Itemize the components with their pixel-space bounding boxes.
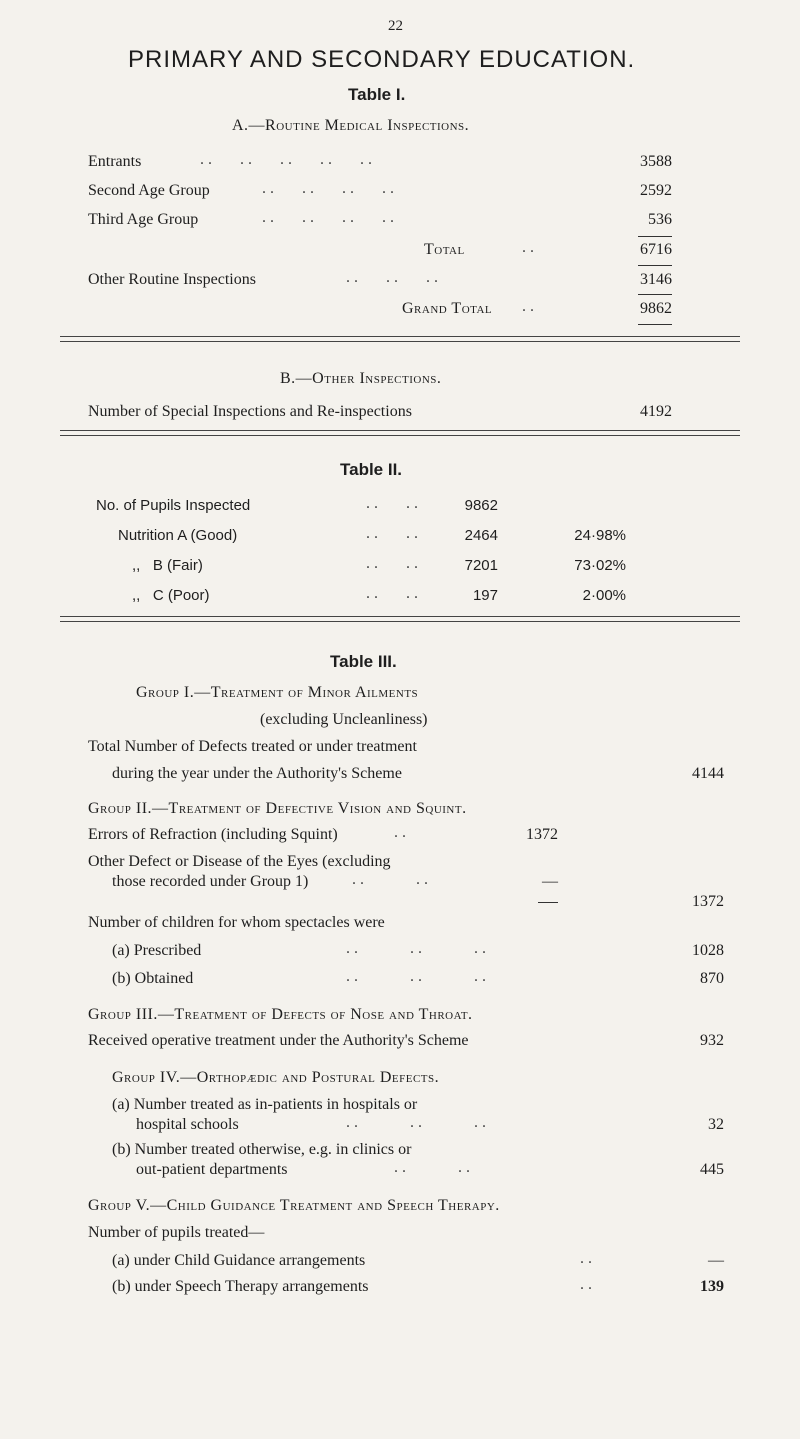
group4-title: Group IV.—Orthopædic and Postural Defects. — [112, 1069, 440, 1086]
total-value: 6716 — [640, 241, 672, 258]
special-inspections-label: Number of Special Inspections and Re-inspections — [88, 403, 412, 420]
group4b-line2: out-patient departments — [136, 1161, 288, 1178]
obtained-label: (b) Obtained — [112, 970, 194, 987]
leader-dots: .. .. .. — [346, 940, 490, 957]
leader-dots: .. — [580, 1276, 596, 1293]
section-divider — [60, 616, 740, 622]
other-routine-value: 3146 — [640, 271, 672, 288]
group4b-value: 445 — [700, 1161, 724, 1178]
pupils-inspected-value: 9862 — [464, 497, 498, 514]
leader-dots: .. .. — [366, 495, 422, 512]
group5b-label: (b) under Speech Therapy arrangements — [112, 1278, 369, 1295]
group4b-line1: (b) Number treated otherwise, e.g. in clinics or — [112, 1141, 412, 1158]
section-divider — [60, 430, 740, 436]
nutrition-c-value: 197 — [472, 587, 498, 604]
table1-section-a: A.—Routine Medical Inspections. — [232, 117, 470, 134]
group5-label: Number of pupils treated— — [88, 1224, 265, 1241]
group5a-label: (a) under Child Guidance arrangements — [112, 1252, 366, 1269]
leader-dots: .. .. — [352, 871, 432, 888]
group5-title: Group V.—Child Guidance Treatment and Speech Therapy. — [88, 1197, 500, 1214]
group1-subtitle: (excluding Uncleanliness) — [260, 711, 428, 728]
page-number: 22 — [388, 18, 403, 34]
page-title: PRIMARY AND SECONDARY EDUCATION. — [128, 46, 636, 73]
sum-rule — [638, 294, 672, 295]
leader-dots: .. — [580, 1250, 596, 1267]
leader-dots: .. .. — [394, 1159, 474, 1176]
nutrition-c-label: ,, C (Poor) — [132, 587, 210, 604]
group2-total: 1372 — [692, 893, 724, 910]
group3-value: 932 — [700, 1032, 724, 1049]
section-divider — [60, 336, 740, 342]
total-label: Total — [424, 241, 465, 258]
leader-dots: .. .. .. .. .. — [200, 151, 376, 168]
sum-rule — [638, 236, 672, 237]
other-defect-value: — — [542, 873, 558, 890]
row-second-age-value: 2592 — [640, 182, 672, 199]
leader-dots: .. .. — [366, 555, 422, 572]
other-defect-line1: Other Defect or Disease of the Eyes (excluding — [88, 853, 391, 870]
nutrition-b-value: 7201 — [464, 557, 498, 574]
leader-dots: .. .. — [366, 525, 422, 542]
nutrition-a-value: 2464 — [464, 527, 498, 544]
row-third-age-value: 536 — [648, 211, 672, 228]
group1-line1: Total Number of Defects treated or under treatment — [88, 738, 417, 755]
group5b-value: 139 — [700, 1278, 724, 1295]
sum-rule — [638, 324, 672, 325]
leader-dots: .. .. .. .. — [262, 209, 398, 226]
spectacles-label: Number of children for whom spectacles were — [88, 914, 385, 931]
group4a-value: 32 — [708, 1116, 724, 1133]
sum-rule — [538, 902, 558, 903]
special-inspections-value: 4192 — [640, 403, 672, 420]
row-entrants-value: 3588 — [640, 153, 672, 170]
leader-dots: .. .. .. — [346, 1114, 490, 1131]
leader-dots: .. — [394, 824, 410, 841]
errors-refraction-label: Errors of Refraction (including Squint) — [88, 826, 338, 843]
group3-title: Group III.—Treatment of Defects of Nose and Throat. — [88, 1006, 473, 1023]
leader-dots: .. — [522, 298, 538, 315]
group1-value: 4144 — [692, 765, 724, 782]
pupils-inspected-label: No. of Pupils Inspected — [96, 497, 251, 514]
other-routine-label: Other Routine Inspections — [88, 271, 256, 288]
other-defect-line2: those recorded under Group 1) — [112, 873, 309, 890]
group4a-line1: (a) Number treated as in-patients in hospitals or — [112, 1096, 418, 1113]
grand-total-label: Grand Total — [402, 300, 493, 317]
nutrition-c-pct: 2·00% — [582, 587, 626, 604]
table3-heading: Table III. — [330, 652, 397, 671]
leader-dots: .. .. .. — [346, 269, 442, 286]
group2-title: Group II.—Treatment of Defective Vision and Squint. — [88, 800, 467, 817]
nutrition-b-label: ,, B (Fair) — [132, 557, 203, 574]
group3-label: Received operative treatment under the Authority's Scheme — [88, 1032, 469, 1049]
leader-dots: .. .. .. .. — [262, 180, 398, 197]
nutrition-a-label: Nutrition A (Good) — [118, 527, 238, 544]
group5a-value: — — [708, 1252, 724, 1269]
leader-dots: .. .. — [366, 585, 422, 602]
table1-heading: Table I. — [348, 85, 406, 104]
prescribed-label: (a) Prescribed — [112, 942, 202, 959]
nutrition-a-pct: 24·98% — [574, 527, 626, 544]
grand-total-value: 9862 — [640, 300, 672, 317]
group4a-line2: hospital schools — [136, 1116, 239, 1133]
errors-refraction-value: 1372 — [526, 826, 558, 843]
row-third-age-label: Third Age Group — [88, 211, 199, 228]
row-entrants-label: Entrants — [88, 153, 142, 170]
obtained-value: 870 — [700, 970, 724, 987]
row-second-age-label: Second Age Group — [88, 182, 210, 199]
table1-section-b: B.—Other Inspections. — [280, 370, 442, 387]
group1-line2: during the year under the Authority's Scheme — [112, 765, 402, 782]
table2-heading: Table II. — [340, 460, 403, 479]
group1-title: Group I.—Treatment of Minor Ailments — [136, 684, 419, 701]
sum-rule — [638, 265, 672, 266]
prescribed-value: 1028 — [692, 942, 724, 959]
nutrition-b-pct: 73·02% — [574, 557, 626, 574]
leader-dots: .. — [522, 239, 538, 256]
leader-dots: .. .. .. — [346, 968, 490, 985]
